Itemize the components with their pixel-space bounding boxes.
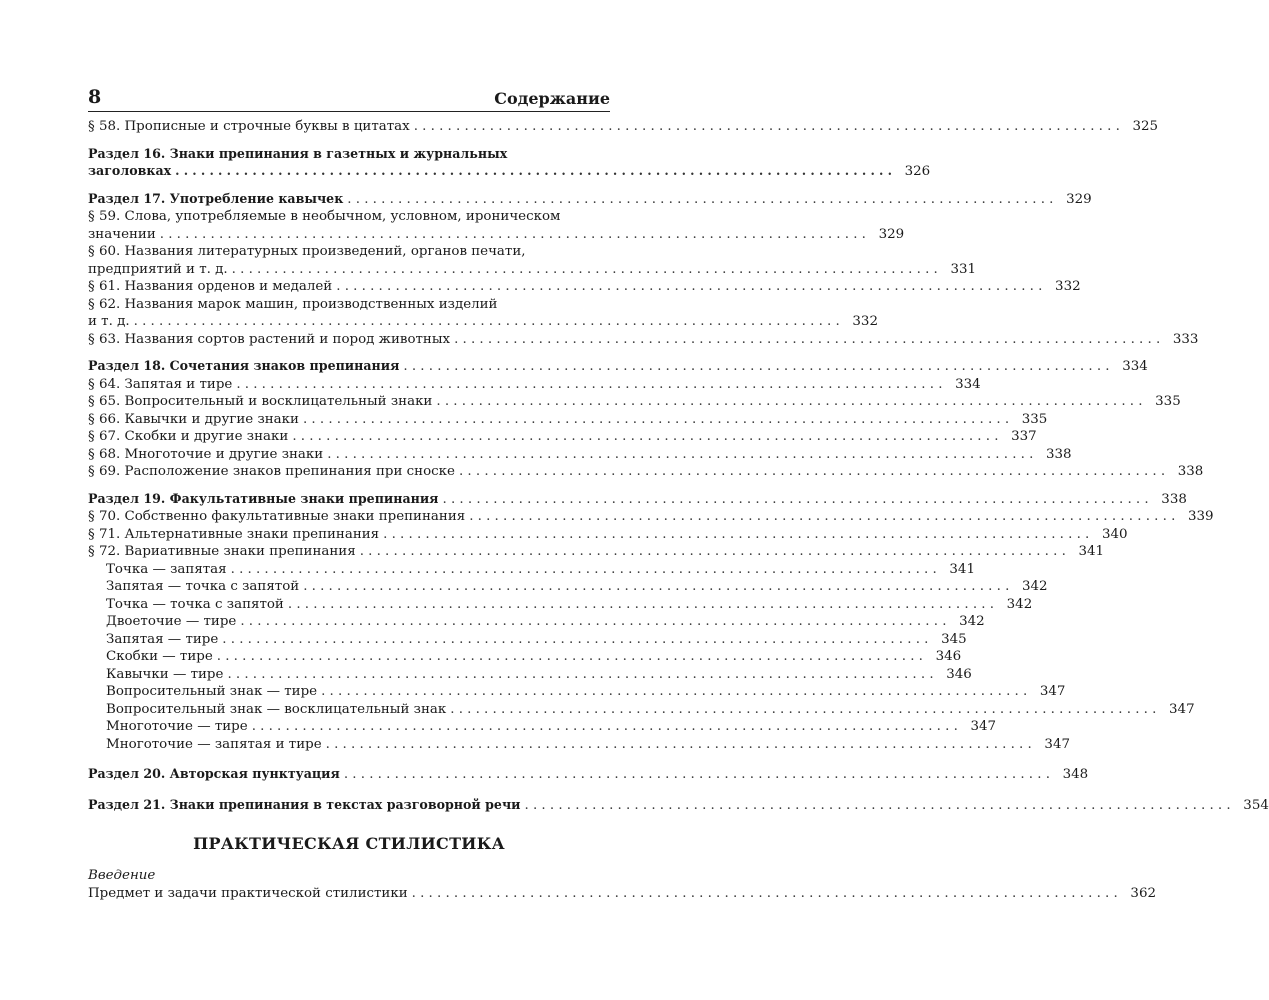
- toc-entry-64: § 64. Запятая и тире .................................................................................... 334: [88, 376, 981, 392]
- part-title: ПРАКТИЧЕСКАЯ СТИЛИСТИКА: [193, 834, 505, 853]
- toc-page-number: 362: [1130, 885, 1156, 901]
- toc-section-21: Раздел 21. Знаки препинания в текстах разговорной речи .................................................................................... 354: [88, 796, 1269, 813]
- toc-page-number: 341: [1078, 544, 1105, 559]
- toc-page-number: 340: [1101, 526, 1128, 542]
- toc-page-number: 347: [1039, 684, 1066, 699]
- toc-subentry: Точка — запятая .................................................................................... 341: [106, 561, 975, 577]
- toc-entry-70: § 70. Собственно факультативные знаки препинания .................................................................................... 339: [88, 509, 1214, 524]
- toc-page-number: 329: [1066, 191, 1092, 207]
- toc-subentry: Скобки — тире .................................................................................... 346: [106, 649, 962, 664]
- toc-page-number: 338: [1046, 446, 1072, 462]
- toc-subentry: Многоточие — запятая и тире .................................................................................... 347: [106, 736, 1070, 752]
- toc-entry-71: § 71. Альтернативные знаки препинания .................................................................................... 340: [88, 526, 1128, 542]
- toc-entry-58: § 58. Прописные и строчные буквы в цитатах .................................................................................... 325: [88, 119, 1159, 134]
- toc-entry-72: § 72. Вариативные знаки препинания .................................................................................... 341: [88, 544, 1105, 559]
- toc-page-number: 338: [1161, 491, 1187, 507]
- toc-section-20: Раздел 20. Авторская пунктуация .................................................................................... 348: [88, 766, 1089, 782]
- toc-page-number: 332: [1055, 279, 1081, 294]
- toc-subentry: Многоточие — тире .................................................................................... 347: [106, 719, 997, 734]
- page-number: 8: [88, 86, 102, 108]
- toc-page-number: 347: [1044, 736, 1070, 752]
- toc-entry-61: § 61. Названия орденов и медалей .................................................................................... 332: [88, 279, 1081, 294]
- toc-section-17: Раздел 17. Употребление кавычек .................................................................................... 329: [88, 190, 1092, 207]
- toc-subentry: Запятая — тире .................................................................................... 345: [106, 631, 967, 647]
- toc-entry-63: § 63. Названия сортов растений и пород животных .................................................................................... 333: [88, 331, 1199, 347]
- toc-page-number: 339: [1187, 509, 1214, 524]
- toc-subentry: Двоеточие — тире .................................................................................... 342: [106, 614, 985, 629]
- toc-page-number: 342: [959, 614, 985, 629]
- toc-entry-65: § 65. Вопросительный и восклицательный знаки .................................................................................... 335: [88, 394, 1181, 409]
- toc-page-number: 342: [1021, 579, 1048, 594]
- toc-page-number: 335: [1155, 394, 1181, 409]
- toc-page-number: 354: [1243, 797, 1269, 813]
- toc-page-number: 346: [946, 666, 972, 682]
- toc-entry-60: § 60. Названия литературных произведений, органов печати, предприятий и т. д. .................................................................................... 331: [88, 244, 977, 277]
- toc-section-19: Раздел 19. Факультативные знаки препинания .................................................................................... 338: [88, 490, 1187, 507]
- toc-page-number: 332: [852, 314, 878, 329]
- toc-page-number: 333: [1172, 331, 1199, 347]
- toc-page-number: 342: [1006, 596, 1033, 612]
- toc-page-number: 338: [1177, 464, 1204, 479]
- toc-page-number: 348: [1062, 767, 1089, 782]
- toc-page-number: 329: [878, 226, 905, 242]
- toc-page-number: 346: [935, 649, 962, 664]
- page-header: [88, 76, 610, 108]
- toc-section-16: Раздел 16. Знаки препинания в газетных и журнальных заголовках .................................................................................... 326: [88, 145, 931, 179]
- toc-page-number: 334: [955, 376, 981, 392]
- running-title: Содержание: [494, 89, 610, 108]
- toc-entry-67: § 67. Скобки и другие знаки .................................................................................... 337: [88, 429, 1037, 444]
- toc-entry-66: § 66. Кавычки и другие знаки .................................................................................... 335: [88, 411, 1048, 427]
- toc-page-number: 325: [1132, 119, 1159, 134]
- toc-section-18: Раздел 18. Сочетания знаков препинания .................................................................................... 334: [88, 358, 1148, 374]
- toc-subentry: Запятая — точка с запятой .................................................................................... 342: [106, 579, 1048, 594]
- toc-entry-69: § 69. Расположение знаков препинания при сноске .................................................................................... 338: [88, 464, 1204, 479]
- toc-subentry: Кавычки — тире .................................................................................... 346: [106, 666, 972, 682]
- toc-page-number: 334: [1122, 359, 1148, 374]
- header-rule: [88, 111, 610, 112]
- toc-page-number: 337: [1011, 429, 1037, 444]
- toc-page-number: 335: [1021, 411, 1048, 427]
- toc-subentry: Точка — точка с запятой .................................................................................... 342: [106, 596, 1033, 612]
- toc-page-number: 341: [949, 561, 975, 577]
- table-of-contents: [88, 118, 1269, 902]
- toc-entry-59: § 59. Слова, употребляемые в необычном, условном, ироническом значении .................................................................................... 329: [88, 209, 905, 242]
- toc-page-number: 331: [950, 261, 977, 277]
- toc-entry-62: § 62. Названия марок машин, производственных изделий и т. д. .................................................................................... 332: [88, 296, 878, 329]
- toc-page-number: 347: [970, 719, 997, 734]
- intro-label: Введение: [88, 868, 156, 883]
- toc-page-number: 347: [1169, 701, 1195, 717]
- toc-subentry: Вопросительный знак — восклицательный знак .................................................................................... 347: [106, 701, 1195, 717]
- toc-subentry: Вопросительный знак — тире .................................................................................... 347: [106, 684, 1066, 699]
- toc-page-number: 326: [904, 164, 931, 179]
- toc-entry-68: § 68. Многоточие и другие знаки .................................................................................... 338: [88, 446, 1072, 462]
- toc-entry-intro: Предмет и задачи практической стилистики .................................................................................... 362: [88, 885, 1156, 901]
- toc-page-number: 345: [941, 631, 967, 647]
